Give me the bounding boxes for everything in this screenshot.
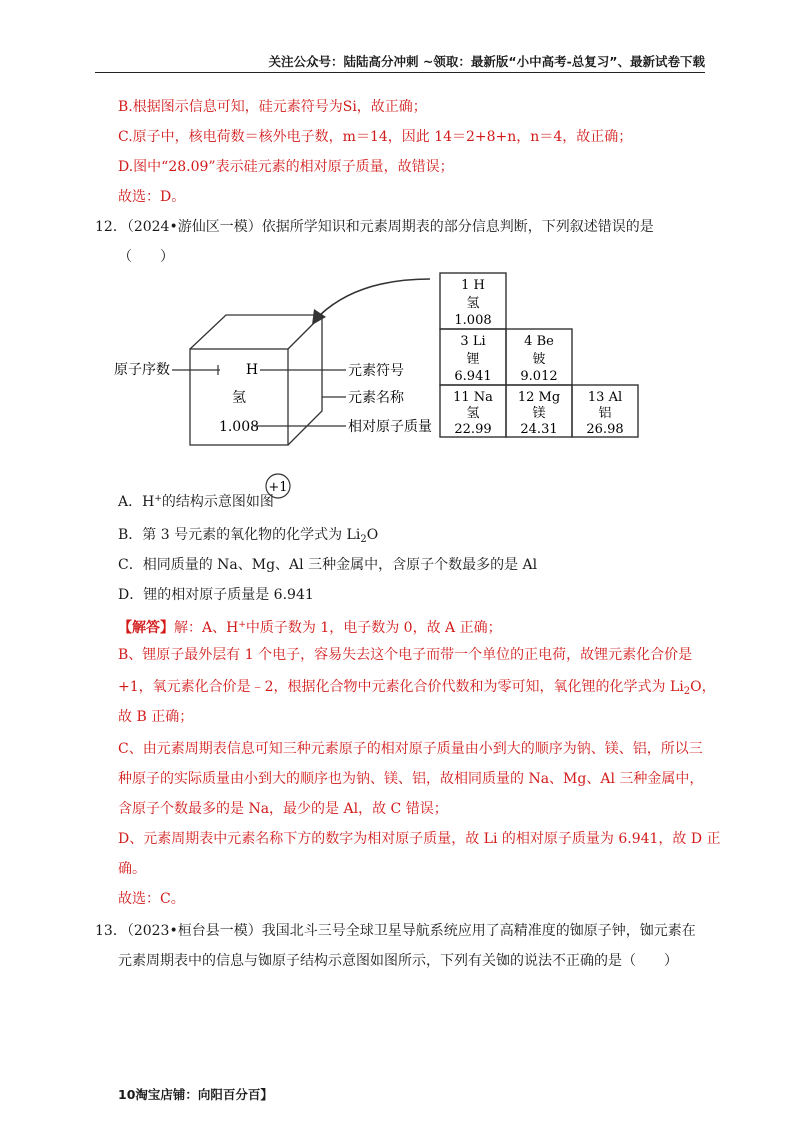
cell-be-name: 铍 <box>532 352 546 367</box>
cell-li-name: 锂 <box>466 352 480 367</box>
q12-option-a: A．H+的结构示意图如图 <box>118 494 274 510</box>
cell-be-header: 4 Be <box>524 334 554 349</box>
q12-option-c: C．相同质量的 Na、Mg、Al 三种金属中，含原子个数最多的是 Al <box>118 557 538 573</box>
cell-h-header: 1 H <box>461 278 485 293</box>
cube-symbol: H <box>245 362 259 378</box>
header-rule <box>95 72 705 73</box>
solution-tag: 【解答】 <box>118 620 174 636</box>
prev-answer-c: C.原子中，核电荷数＝核外电子数，m＝14，因此 14＝2+8+n，n＝4，故正确； <box>118 129 633 145</box>
q13-stem-line2: 元素周期表中的信息与铷原子结构示意图如图所示，下列有关铷的说法不正确的是（ ） <box>118 953 678 969</box>
prev-answer-choice: 故选：D。 <box>118 189 186 205</box>
q12-option-d: D．锂的相对原子质量是 6.941 <box>118 587 314 603</box>
q12-solution-choice: 故选：C。 <box>118 891 185 907</box>
q12-solution-b1: B、锂原子最外层有 1 个电子，容易失去这个电子而带一个单位的正电荷，故锂元素化合价是 <box>118 647 693 663</box>
label-relative-mass: 相对原子质量 <box>348 419 432 435</box>
nucleus-diagram-icon <box>264 472 292 500</box>
cell-mg-header: 12 Mg <box>517 390 561 405</box>
q12-solution-d2: 确。 <box>118 861 146 877</box>
cell-na-mass: 22.99 <box>454 422 492 437</box>
cube-mass: 1.008 <box>218 419 260 435</box>
q12-solution-d1: D、元素周期表中元素名称下方的数字为相对原子质量，故 Li 的相对原子质量为 6.941，故 D 正 <box>118 831 721 847</box>
cell-al-header: 13 Al <box>587 390 623 405</box>
cell-mg-mass: 24.31 <box>520 422 558 437</box>
page-header: 关注公众号：陆陆高分冲刺 ~领取：最新版“小中高考-总复习”、最新试卷下载 <box>268 54 705 69</box>
q12-stem: 12．（2024•游仙区一模）依据所学知识和元素周期表的部分信息判断，下列叙述错误的是 <box>95 219 654 235</box>
cell-h-mass: 1.008 <box>454 313 492 328</box>
prev-answer-d: D.图中“28.09”表示硅元素的相对原子质量，故错误； <box>118 159 454 175</box>
q12-solution-c2: 种原子的实际质量由小到大的顺序也为钠、镁、铝，故相同质量的 Na、Mg、Al 三种金属中， <box>118 771 704 787</box>
label-element-symbol: 元素符号 <box>348 363 404 379</box>
cell-na-name: 氢 <box>466 406 480 421</box>
prev-answer-b: B.根据图示信息可知，硅元素符号为Si，故正确； <box>118 99 427 115</box>
q12-solution-b2: +1，氧元素化合价是﹣2，根据化合物中元素化合价代数和为零可知，氧化锂的化学式为 $Li_2O$， <box>118 679 716 697</box>
cell-al-mass: 26.98 <box>586 422 624 437</box>
cell-be-mass: 9.012 <box>520 369 558 384</box>
q12-solution-c1: C、由元素周期表信息可知三种元素原子的相对原子质量由小到大的顺序为钠、镁、铝，所以三 <box>118 741 703 757</box>
cell-na-header: 11 Na <box>453 390 493 405</box>
cell-h-name: 氢 <box>466 296 480 311</box>
q12-solution-a: 【解答】解：A、H+中质子数为 1，电子数为 0，故 A 正确； <box>118 620 502 636</box>
page-footer: 10淘宝店铺：向阳百分百】 <box>118 1087 273 1102</box>
q13-stem-line1: 13．（2023•桓台县一模）我国北斗三号全球卫星导航系统应用了高精准度的铷原子钟，铷元素在 <box>95 923 696 939</box>
q12-answer-blank: （ ） <box>118 249 174 265</box>
cube-name: 氢 <box>232 390 246 406</box>
q12-solution-b3: 故 B 正确； <box>118 709 194 725</box>
curved-arrow-icon <box>320 279 430 315</box>
q12-solution-c3: 含原子个数最多的是 Na，最少的是 Al，故 C 错误； <box>118 801 448 817</box>
label-element-name: 元素名称 <box>348 390 404 406</box>
cell-li-header: 3 Li <box>460 334 486 349</box>
cell-li-mass: 6.941 <box>454 369 492 384</box>
cell-al-name: 铝 <box>598 406 612 421</box>
cell-mg-name: 镁 <box>532 406 546 421</box>
label-atomic-number: 原子序数 <box>114 362 170 378</box>
nucleus-label: +1 <box>268 480 288 495</box>
q12-option-b: B．第 3 号元素的氧化物的化学式为 $Li_2O$ <box>118 527 379 545</box>
periodic-table-figure <box>100 265 640 460</box>
